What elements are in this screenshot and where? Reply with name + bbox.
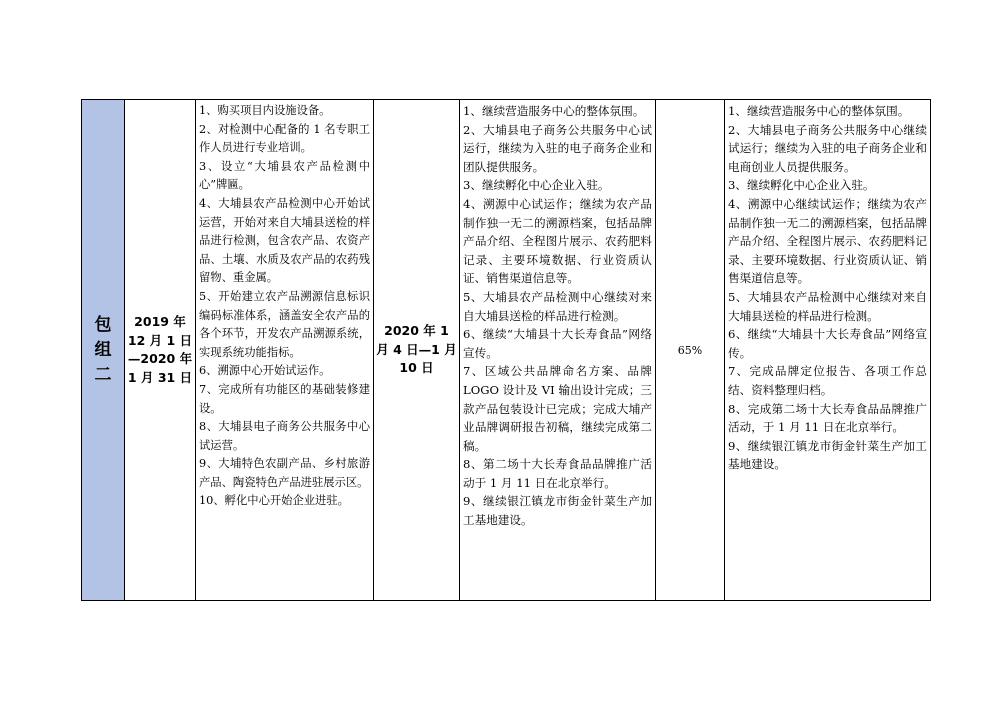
list-item: 7、完成品牌定位报告、各项工作总结、资料整理归档。 [728, 364, 927, 397]
week-period-cell [374, 100, 460, 601]
week-period: 2020 年 1 月 4 日—1 月 10 日 [376, 323, 457, 376]
group-label: 包组二 [94, 314, 112, 385]
group-label-cell [82, 100, 125, 601]
list-item: 7、区域公共品牌命名方案、品牌 LOGO 设计及 VI 输出设计完成；三款产品包装设计已完成；完成大埔产业品牌调研报告初稿，继续完成第二稿。 [463, 364, 652, 453]
list-item: 9、大埔特色农副产品、乡村旅游产品、陶瓷特色产品进驻展示区。 [199, 457, 370, 489]
week-tasks-cell [460, 100, 656, 601]
table-row [82, 100, 931, 601]
list-item: 5、大埔县农产品检测中心继续对来自大埔县送检的样品进行检测。 [463, 289, 652, 323]
list-item: 2、对检测中心配备的 1 名专职工作人员进行专业培训。 [199, 122, 370, 155]
planned-tasks-cell [196, 100, 374, 601]
list-item: 9、继续银江镇龙市街金针菜生产加工基地建设。 [728, 438, 927, 472]
progress-table [81, 99, 931, 601]
list-item: 1、继续营造服务中心的整体氛围。 [728, 104, 910, 118]
list-item: 4、溯源中心继续试运作；继续为农产品制作独一无二的溯源档案，包括品牌产品介绍、全程图片展示、农药肥料记录、主要环境数据、行业资质认证、销售渠道信息等。 [728, 196, 927, 286]
week-tasks-list [463, 102, 652, 530]
list-item: 3、继续孵化中心企业入驻。 [463, 178, 610, 193]
completed-tasks-cell [725, 100, 931, 601]
list-item: 8、第二场十大长寿食品品牌推广活动于 1 月 11 日在北京举行。 [463, 457, 652, 490]
list-item: 10、孵化中心开始企业进驻。 [199, 494, 349, 508]
plan-period: 2019 年 12 月 1 日—2020 年 1 月 31 日 [127, 314, 193, 385]
planned-tasks-list [199, 102, 370, 511]
list-item: 8、大埔县电子商务公共服务中心试运营。 [199, 420, 370, 452]
list-item: 5、大埔县农产品检测中心继续对来自大埔县送检的样品进行检测。 [728, 289, 927, 323]
list-item: 9、继续银江镇龙市街金针菜生产加工基地建设。 [463, 494, 652, 528]
list-item: 5、开始建立农产品溯源信息标识编码标准体系，涵盖安全农产品的各个环节，开发农产品溯源系统，实现系统功能指标。 [199, 289, 370, 359]
list-item: 1、继续营造服务中心的整体氛围。 [463, 104, 645, 118]
list-item: 6、继续“大埔县十大长寿食品”网络宣传。 [728, 327, 927, 360]
list-item: 3、设立“大埔县农产品检测中心”牌匾。 [199, 159, 370, 192]
completion-percent: 65% [677, 343, 703, 357]
list-item: 4、溯源中心试运作；继续为农产品制作独一无二的溯源档案，包括品牌产品介绍、全程图片展示、农药肥料记录、主要环境数据、行业资质认证、销售渠道信息等。 [463, 196, 652, 286]
completion-cell [656, 100, 725, 601]
list-item: 6、溯源中心开始试运作。 [199, 364, 331, 378]
list-item: 4、大埔县农产品检测中心开始试运营，开始对来自大埔县送检的样品进行检测，包含农产品、农资产品、土壤、水质及农产品的农药残留物、重金属。 [199, 196, 370, 285]
plan-period-cell [125, 100, 196, 601]
list-item: 1、购买项目内设施设备。 [199, 104, 331, 117]
completed-tasks-list [728, 102, 927, 474]
list-item: 8、完成第二场十大长寿食品品牌推广活动，于 1 月 11 日在北京举行。 [728, 401, 927, 435]
list-item: 6、继续“大埔县十大长寿食品”网络宣传。 [463, 327, 652, 360]
list-item: 3、继续孵化中心企业入驻。 [728, 178, 875, 193]
list-item: 2、大埔县电子商务公共服务中心试运行，继续为入驻的电子商务企业和团队提供服务。 [463, 122, 652, 174]
list-item: 7、完成所有功能区的基础装修建设。 [199, 382, 370, 415]
list-item: 2、大埔县电子商务公共服务中心继续试运行；继续为入驻的电子商务企业和电商创业人员提供服务。 [728, 122, 927, 174]
